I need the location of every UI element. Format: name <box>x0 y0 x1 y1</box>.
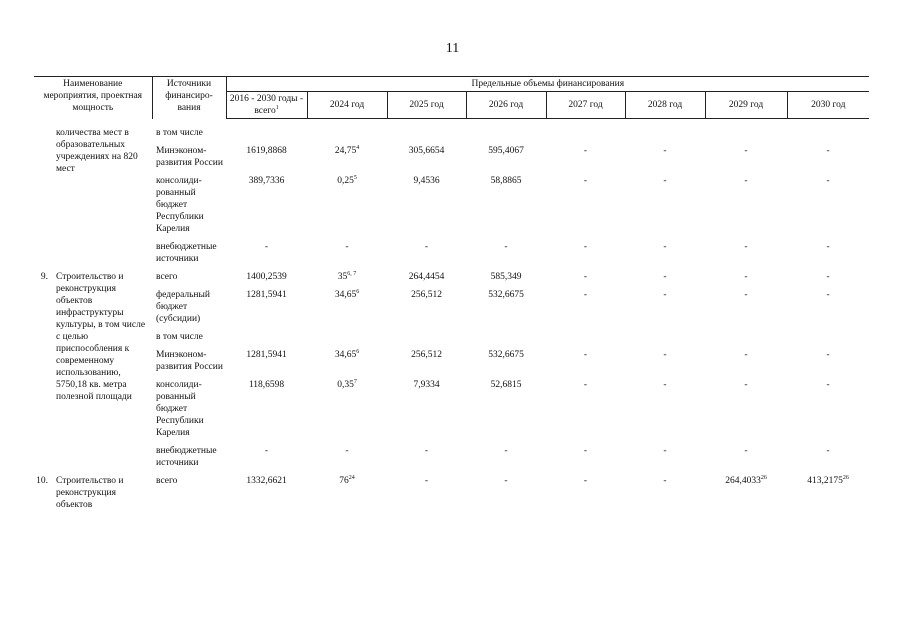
value-text: 0,35 <box>337 380 354 390</box>
value-text: - <box>663 446 667 456</box>
funding-source: Минэконом-развития России <box>156 350 223 372</box>
header-year: 2028 год <box>625 92 705 119</box>
year-value <box>466 473 546 515</box>
value-text: - <box>744 350 748 360</box>
header-year: 2024 год <box>307 92 387 119</box>
year-value <box>387 125 466 143</box>
year-value <box>307 269 387 287</box>
value-text: - <box>424 242 429 252</box>
row-index: 10. <box>36 476 48 486</box>
footnote-ref: 6 <box>356 348 360 355</box>
year-value <box>787 173 869 239</box>
year-value <box>387 287 466 329</box>
value-text: 24,75 <box>334 146 357 156</box>
funding-source: в том числе <box>156 332 203 342</box>
year-value <box>387 377 466 443</box>
value-text: - <box>583 476 588 486</box>
value-text: - <box>424 476 429 486</box>
total-value <box>226 125 307 143</box>
value-text: - <box>504 446 508 456</box>
year-value <box>466 269 546 287</box>
year-value <box>546 143 625 173</box>
table-row <box>34 473 869 515</box>
funding-source: всего <box>156 476 178 486</box>
year-value <box>466 443 546 473</box>
year-value <box>787 143 869 173</box>
table-row <box>34 287 869 329</box>
value-text: 34,65 <box>334 350 357 360</box>
year-value <box>466 239 546 269</box>
funding-source: всего <box>156 272 178 282</box>
year-value <box>625 143 705 173</box>
year-value <box>787 329 869 347</box>
value-text: - <box>504 242 508 252</box>
value-text: - <box>744 380 748 390</box>
table-row <box>34 347 869 377</box>
year-value <box>387 239 466 269</box>
value-text: - <box>663 290 667 300</box>
year-value <box>387 173 466 239</box>
total-value: - <box>264 446 269 456</box>
total-value <box>226 329 307 347</box>
total-value: 389,7336 <box>248 176 285 186</box>
year-value <box>705 329 787 347</box>
year-value <box>787 269 869 287</box>
total-value: 1281,5941 <box>246 350 287 360</box>
year-value <box>625 347 705 377</box>
header-year: 2027 год <box>546 92 625 119</box>
value-text: - <box>826 176 830 186</box>
year-value <box>387 143 466 173</box>
table-row <box>34 443 869 473</box>
year-value <box>625 287 705 329</box>
year-value <box>307 143 387 173</box>
value-text: 0,25 <box>337 176 354 186</box>
year-value <box>387 329 466 347</box>
value-text: 256,512 <box>411 290 442 300</box>
value-text: - <box>744 146 748 156</box>
year-value <box>307 287 387 329</box>
year-value <box>546 473 625 515</box>
year-value <box>625 329 705 347</box>
year-value <box>625 173 705 239</box>
value-text: - <box>583 380 588 390</box>
value-text: - <box>583 242 588 252</box>
table-row <box>34 329 869 347</box>
value-text: - <box>583 350 588 360</box>
year-value <box>705 143 787 173</box>
year-value <box>546 329 625 347</box>
financing-table-container <box>34 76 869 515</box>
table-row <box>34 239 869 269</box>
value-text: 585,349 <box>490 272 522 282</box>
year-value <box>787 239 869 269</box>
value-text: - <box>826 380 830 390</box>
total-value: - <box>264 242 269 252</box>
year-value <box>546 239 625 269</box>
footnote-ref: 6 <box>356 288 360 295</box>
year-value <box>307 443 387 473</box>
value-text: - <box>744 176 748 186</box>
table-row <box>34 269 869 287</box>
header-year: 2025 год <box>387 92 466 119</box>
year-value <box>387 269 466 287</box>
year-value <box>787 347 869 377</box>
value-text: - <box>663 176 667 186</box>
year-value <box>466 377 546 443</box>
year-value <box>705 473 787 515</box>
value-text: 532,6675 <box>488 290 524 300</box>
footnote-ref: 4 <box>356 144 360 151</box>
footnote-ref: 26 <box>760 474 767 481</box>
year-value <box>625 269 705 287</box>
table-row <box>34 125 869 143</box>
value-text: - <box>744 242 748 252</box>
year-value <box>705 443 787 473</box>
year-value <box>546 347 625 377</box>
value-text: 413,2175 <box>807 476 843 486</box>
header-limits: Предельные объемы финансирования <box>226 77 869 92</box>
year-value <box>387 473 466 515</box>
value-text: - <box>663 350 667 360</box>
value-text: - <box>663 476 667 486</box>
year-value <box>307 239 387 269</box>
year-value <box>787 443 869 473</box>
table-row <box>34 143 869 173</box>
year-value <box>705 377 787 443</box>
year-value <box>307 473 387 515</box>
value-text: 76 <box>339 476 349 486</box>
header-year: 2029 год <box>705 92 787 119</box>
funding-source: в том числе <box>156 128 203 138</box>
year-value <box>705 239 787 269</box>
year-value <box>625 125 705 143</box>
funding-source: консолиди-рованный бюджет Республики Карелия <box>156 176 204 234</box>
year-value <box>387 443 466 473</box>
year-value <box>307 329 387 347</box>
footnote-ref: 7 <box>353 378 357 385</box>
footnote-ref: 6, 7 <box>347 270 357 277</box>
table-row <box>34 173 869 239</box>
value-text: - <box>826 446 830 456</box>
year-value <box>466 347 546 377</box>
year-value <box>466 287 546 329</box>
header-year: 2030 год <box>787 92 869 119</box>
year-value <box>705 269 787 287</box>
value-text: - <box>583 176 588 186</box>
footnote-ref: 26 <box>842 474 849 481</box>
financing-table <box>34 76 869 515</box>
year-value <box>387 347 466 377</box>
year-value <box>705 287 787 329</box>
total-value: 1400,2539 <box>246 272 287 282</box>
value-text: - <box>663 380 667 390</box>
year-value <box>307 347 387 377</box>
funding-source: федеральный бюджет (субсидии) <box>156 290 210 324</box>
value-text: - <box>345 446 349 456</box>
page-number: 11 <box>445 41 460 56</box>
header-total-footnote: 1 <box>275 104 279 111</box>
value-text: - <box>744 290 748 300</box>
year-value <box>466 125 546 143</box>
value-text: - <box>744 446 748 456</box>
value-text: 34,65 <box>334 290 357 300</box>
table-row <box>34 377 869 443</box>
value-text: 256,512 <box>411 350 442 360</box>
year-value <box>546 443 625 473</box>
value-text: - <box>826 272 830 282</box>
value-text: - <box>744 272 748 282</box>
value-text: - <box>345 242 349 252</box>
year-value <box>787 287 869 329</box>
value-text: - <box>663 242 667 252</box>
value-text: 52,6815 <box>490 380 522 390</box>
footnote-ref: 24 <box>348 474 355 481</box>
value-text: - <box>826 242 830 252</box>
year-value <box>625 377 705 443</box>
year-value <box>546 269 625 287</box>
total-value: 1281,5941 <box>246 290 287 300</box>
funding-source: Минэконом-развития России <box>156 146 223 168</box>
year-value <box>546 287 625 329</box>
row-index <box>34 125 54 269</box>
value-text: 35 <box>337 272 348 282</box>
funding-source: консолиди-рованный бюджет Республики Карелия <box>156 380 204 438</box>
funding-source: внебюджетные источники <box>156 446 217 468</box>
header-source: Источники финансиро-вания <box>152 77 226 119</box>
value-text: - <box>504 476 508 486</box>
year-value <box>705 125 787 143</box>
value-text: - <box>663 272 667 282</box>
footnote-ref: 5 <box>353 174 357 181</box>
funding-source: внебюджетные источники <box>156 242 217 264</box>
header-name: Наименование мероприятия, проектная мощность <box>34 77 152 119</box>
year-value <box>625 443 705 473</box>
year-value <box>787 473 869 515</box>
value-text: 264,4033 <box>725 476 761 486</box>
year-value <box>307 125 387 143</box>
year-value <box>705 173 787 239</box>
value-text: 9,4536 <box>413 176 440 186</box>
year-value <box>466 329 546 347</box>
value-text: - <box>583 290 588 300</box>
year-value <box>466 173 546 239</box>
year-value <box>307 377 387 443</box>
activity-name: Строительство и реконструкция объектов инфраструктуры культуры, в том числе с целью приспособления к современному использованию, 5750,18 кв. метра полезной площади <box>56 272 146 402</box>
value-text: - <box>663 146 667 156</box>
year-value <box>546 125 625 143</box>
value-text: 305,6654 <box>408 146 445 156</box>
year-value <box>705 347 787 377</box>
total-value: 118,6598 <box>248 380 285 390</box>
value-text: 58,8865 <box>490 176 522 186</box>
value-text: - <box>826 350 830 360</box>
year-value <box>546 173 625 239</box>
value-text: - <box>826 290 830 300</box>
header-total-label: 2016 - 2030 годы - всего <box>229 94 304 116</box>
value-text: - <box>826 146 830 156</box>
value-text: - <box>583 146 588 156</box>
value-text: 7,9334 <box>413 380 440 390</box>
year-value <box>307 173 387 239</box>
value-text: - <box>583 446 588 456</box>
value-text: 264,4454 <box>408 272 445 282</box>
year-value <box>787 377 869 443</box>
table-body <box>34 119 869 516</box>
activity-name: количества мест в образовательных учреждениях на 820 мест <box>56 128 138 174</box>
activity-name: Строительство и реконструкция объектов <box>56 476 124 510</box>
year-value <box>625 239 705 269</box>
header-total <box>226 92 307 119</box>
value-text: - <box>424 446 429 456</box>
value-text: 595,4067 <box>488 146 524 156</box>
year-value <box>466 143 546 173</box>
total-value: 1332,6621 <box>246 476 287 486</box>
row-index: 9. <box>40 272 48 282</box>
value-text: - <box>583 272 588 282</box>
year-value <box>546 377 625 443</box>
total-value: 1619,8868 <box>246 146 287 156</box>
year-value <box>625 473 705 515</box>
year-value <box>787 125 869 143</box>
header-year: 2026 год <box>466 92 546 119</box>
value-text: 532,6675 <box>488 350 524 360</box>
